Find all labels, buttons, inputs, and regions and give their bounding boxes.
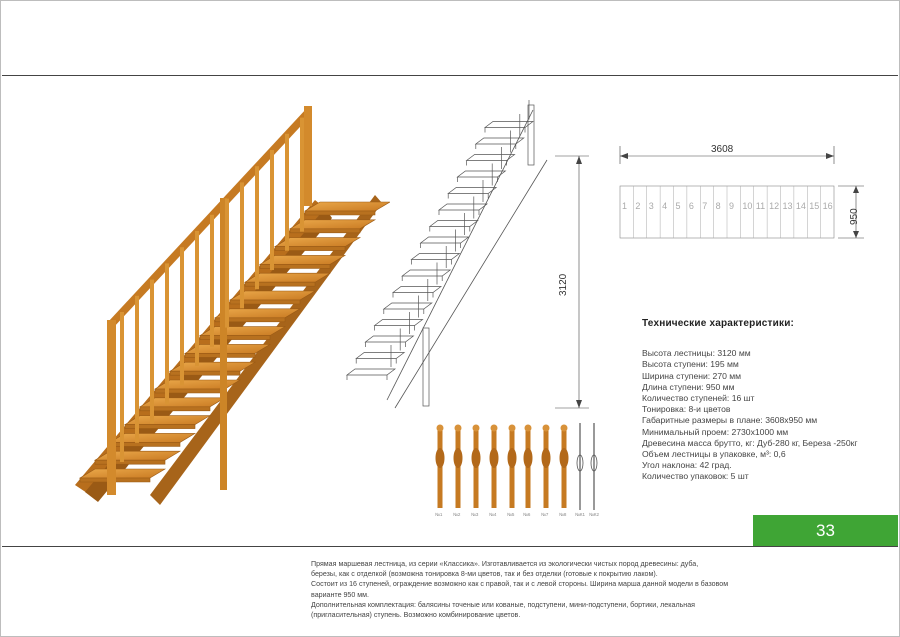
description-line: Дополнительная комплектация: балясины точеные или кованые, подступени, мини-подступени, бортики, лекальная (311, 600, 695, 609)
baluster-label: №6 (523, 512, 531, 517)
description-line: Прямая маршевая лестница, из серии «Классика». Изготавливается из экологически чистых пород древесины: дуба, (311, 560, 699, 568)
line-step (457, 171, 505, 177)
plan-step-number: 13 (782, 201, 793, 211)
spec-line: Объем лестницы в упаковке, м³: 0,6 (642, 449, 786, 460)
baluster-bulge (560, 448, 569, 468)
baluster-bulge (542, 448, 551, 468)
baluster-bulge (508, 448, 517, 468)
baluster-label: №8 (559, 512, 567, 517)
spec-line: Минимальный проем: 2730х1000 мм (642, 426, 789, 437)
stair-baluster (135, 296, 139, 443)
baluster-top (543, 425, 550, 432)
plan-length-label: 3608 (711, 144, 734, 155)
baluster-top (473, 425, 480, 432)
baluster-top (525, 425, 532, 432)
stair-tread-edge (95, 460, 165, 464)
plan-step-number: 10 (742, 201, 753, 211)
plan-step-number: 4 (662, 201, 668, 211)
stair-baluster (255, 166, 259, 289)
plan-step-number: 6 (688, 201, 694, 211)
baluster-label: №К1 (575, 512, 585, 517)
description-line: варианте 950 мм. (311, 590, 370, 599)
stair-baluster (180, 247, 184, 385)
baluster-top (509, 425, 516, 432)
stair-baluster (240, 182, 244, 308)
description-line: Состоит из 16 ступеней, ограждение возможно как с правой, так и с левой стороны. Ширина марша данной модели в базовом (311, 580, 729, 589)
baluster-label: №К2 (589, 512, 599, 517)
specs-title: Технические характеристики: (642, 318, 795, 329)
line-step (439, 204, 487, 210)
plan-step-number: 15 (809, 201, 820, 211)
spec-line: Ширина ступени: 270 мм (642, 370, 742, 381)
footer-rule (2, 546, 898, 547)
baluster-label: №1 (435, 512, 443, 517)
spec-line: Длина ступени: 950 мм (642, 381, 735, 392)
spec-line: Угол наклона: 42 град. (642, 460, 732, 471)
baluster-top (455, 425, 462, 432)
stair-baluster (285, 134, 289, 251)
spec-line: Высота лестницы: 3120 мм (642, 348, 751, 359)
product-description (311, 559, 781, 620)
stair-baluster (120, 312, 124, 462)
spec-line: Высота ступени: 195 мм (642, 359, 739, 370)
plan-step-number: 3 (648, 201, 654, 211)
line-step (347, 369, 395, 375)
page-number-badge: 33 (753, 515, 898, 546)
line-step (411, 254, 459, 260)
stair-baluster (165, 263, 169, 404)
plan-step-number: 5 (675, 201, 681, 211)
line-step (467, 155, 515, 161)
spec-line: Габаритные размеры в плане: 3608х950 мм (642, 415, 818, 426)
plan-view (612, 146, 887, 246)
header-rule (2, 75, 898, 76)
baluster-label: №4 (489, 512, 497, 517)
stair-tread (80, 469, 165, 478)
plan-step-number: 16 (822, 201, 833, 211)
height-label: 3120 (558, 273, 569, 296)
baluster-top (437, 425, 444, 432)
baluster-bulge (524, 448, 533, 468)
stair-baluster (225, 199, 229, 328)
plan-step-number: 11 (755, 201, 766, 211)
stair-baluster (150, 280, 154, 424)
plan-step-number: 7 (702, 201, 708, 211)
baluster-bulge (490, 448, 499, 468)
line-step (365, 336, 413, 342)
line-step (421, 237, 469, 243)
plan-step-number: 9 (729, 201, 735, 211)
baluster-bulge (436, 448, 445, 468)
plan-width-label: 950 (849, 208, 860, 225)
baluster-label: №2 (453, 512, 461, 517)
stair-baluster (270, 150, 274, 270)
technical-specs (642, 318, 892, 483)
line-step (356, 353, 404, 359)
balusters-illustration (430, 418, 605, 518)
stair-baluster (210, 215, 214, 347)
baluster-top (491, 425, 498, 432)
stair-baluster (300, 118, 304, 232)
baluster-label: №3 (471, 512, 479, 517)
description-line: (пригласительная) ступень. Возможно комбинирование цветов. (311, 611, 521, 620)
baluster-bulge (472, 448, 481, 468)
description-line: березы, как с отделкой (возможна тонировка 8-ми цветов, так и без отделки (готовые к покрытию лаком). (311, 570, 658, 579)
baluster-label: №5 (507, 512, 515, 517)
line-step (448, 188, 496, 194)
spec-line: Тонировка: 8-и цветов (642, 404, 731, 415)
line-step (402, 270, 450, 276)
baluster-bulge (454, 448, 463, 468)
line-step (375, 320, 423, 326)
spec-line: Количество ступеней: 16 шт (642, 393, 755, 404)
plan-step-number: 12 (769, 201, 780, 211)
spec-line: Количество упаковок: 5 шт (642, 471, 749, 482)
baluster-label: №7 (541, 512, 549, 517)
stair-baluster (195, 231, 199, 366)
line-step (393, 287, 441, 293)
spec-line: Древесина масса брутто, кг: Дуб-280 кг, Береза -250кг (642, 437, 858, 448)
plan-step-number: 2 (635, 201, 641, 211)
plan-step-number: 14 (795, 201, 806, 211)
plan-step-number: 8 (715, 201, 721, 211)
line-step (384, 303, 432, 309)
line-step (430, 221, 478, 227)
staircase-line-drawing (335, 100, 565, 420)
baluster-top (561, 425, 568, 432)
plan-step-number: 1 (622, 201, 628, 211)
